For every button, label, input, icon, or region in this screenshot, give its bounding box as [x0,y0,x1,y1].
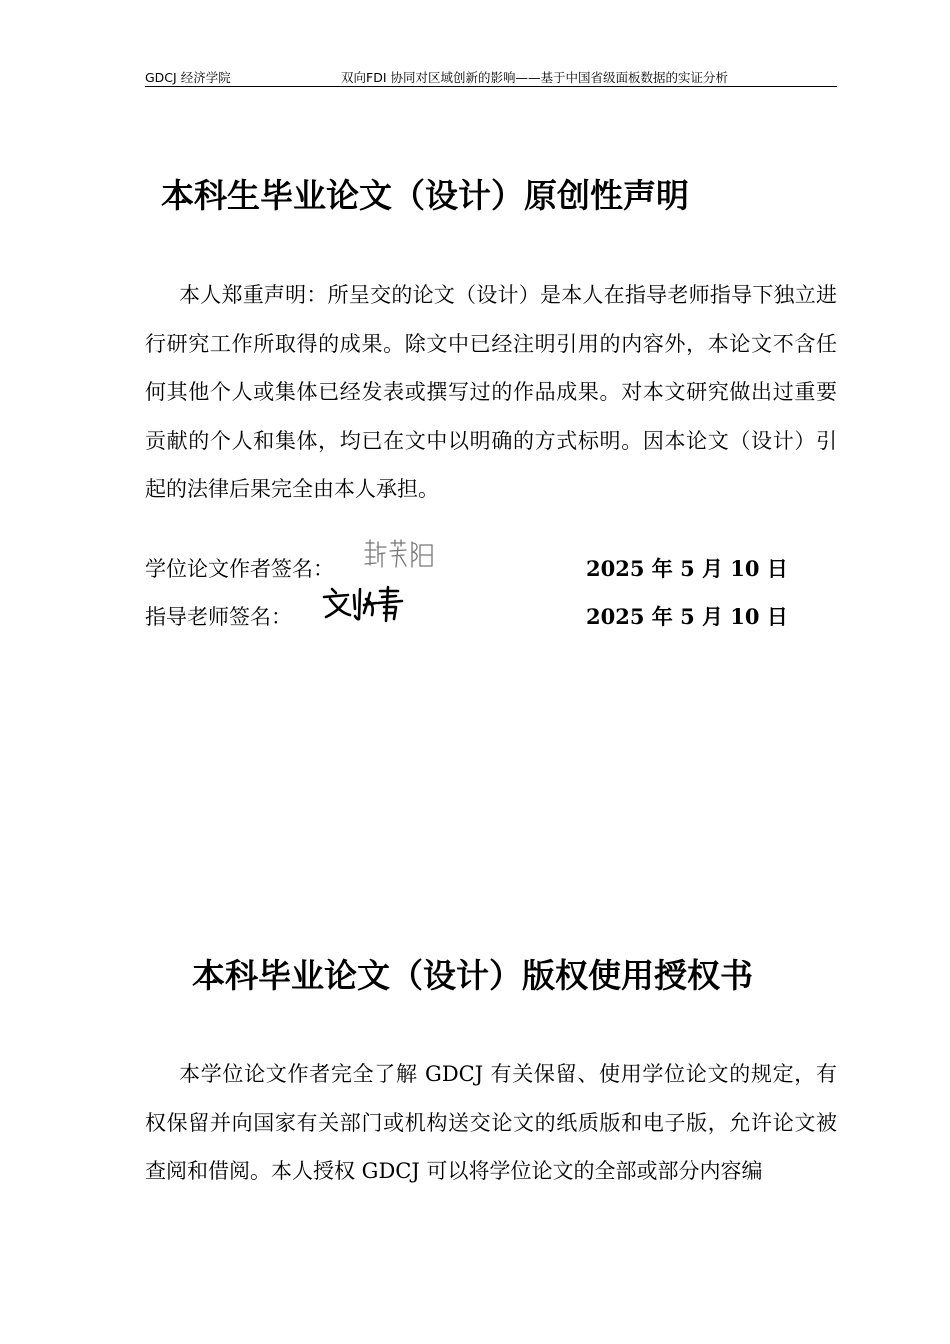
advisor-sign-date: 2025 年 5 月 10 日 [586,604,788,629]
header-school: GDCJ 经济学院 [145,70,231,85]
copyright-title: 本科毕业论文（设计）版权使用授权书 [192,956,753,995]
originality-paragraph: 本人郑重声明：所呈交的论文（设计）是本人在指导老师指导下独立进行研究工作所取得的成果。除文中已经注明引用的内容外，本论文不含任何其他个人或集体已经发表或撰写过的作品成果。对本文研究做出过重要贡献的个人和集体，均已在文中以明确的方式标明。因本论文（设计）引起的法律后果完全由本人承担。 [145,283,837,501]
copyright-paragraph: 本学位论文作者完全了解 GDCJ 有关保留、使用学位论文的规定，有权保留并向国家有关部门或机构送交论文的纸质版和电子版，允许论文被查阅和借阅。本人授权 GDCJ 可以将学位论文的全部或部分内容编 [145,1062,837,1183]
author-sign-row [145,553,837,593]
advisor-sign-row [145,601,837,641]
advisor-sign-label: 指导老师签名： [145,605,292,629]
advisor-signature-image [322,585,408,623]
author-sign-label: 学位论文作者签名： [145,557,334,581]
running-header [145,66,837,87]
author-sign-date: 2025 年 5 月 10 日 [586,556,788,581]
header-thesis-title: 双向FDI 协同对区域创新的影响——基于中国省级面板数据的实证分析 [341,70,728,85]
author-signature-image [362,537,436,571]
originality-title: 本科生毕业论文（设计）原创性声明 [161,176,689,215]
